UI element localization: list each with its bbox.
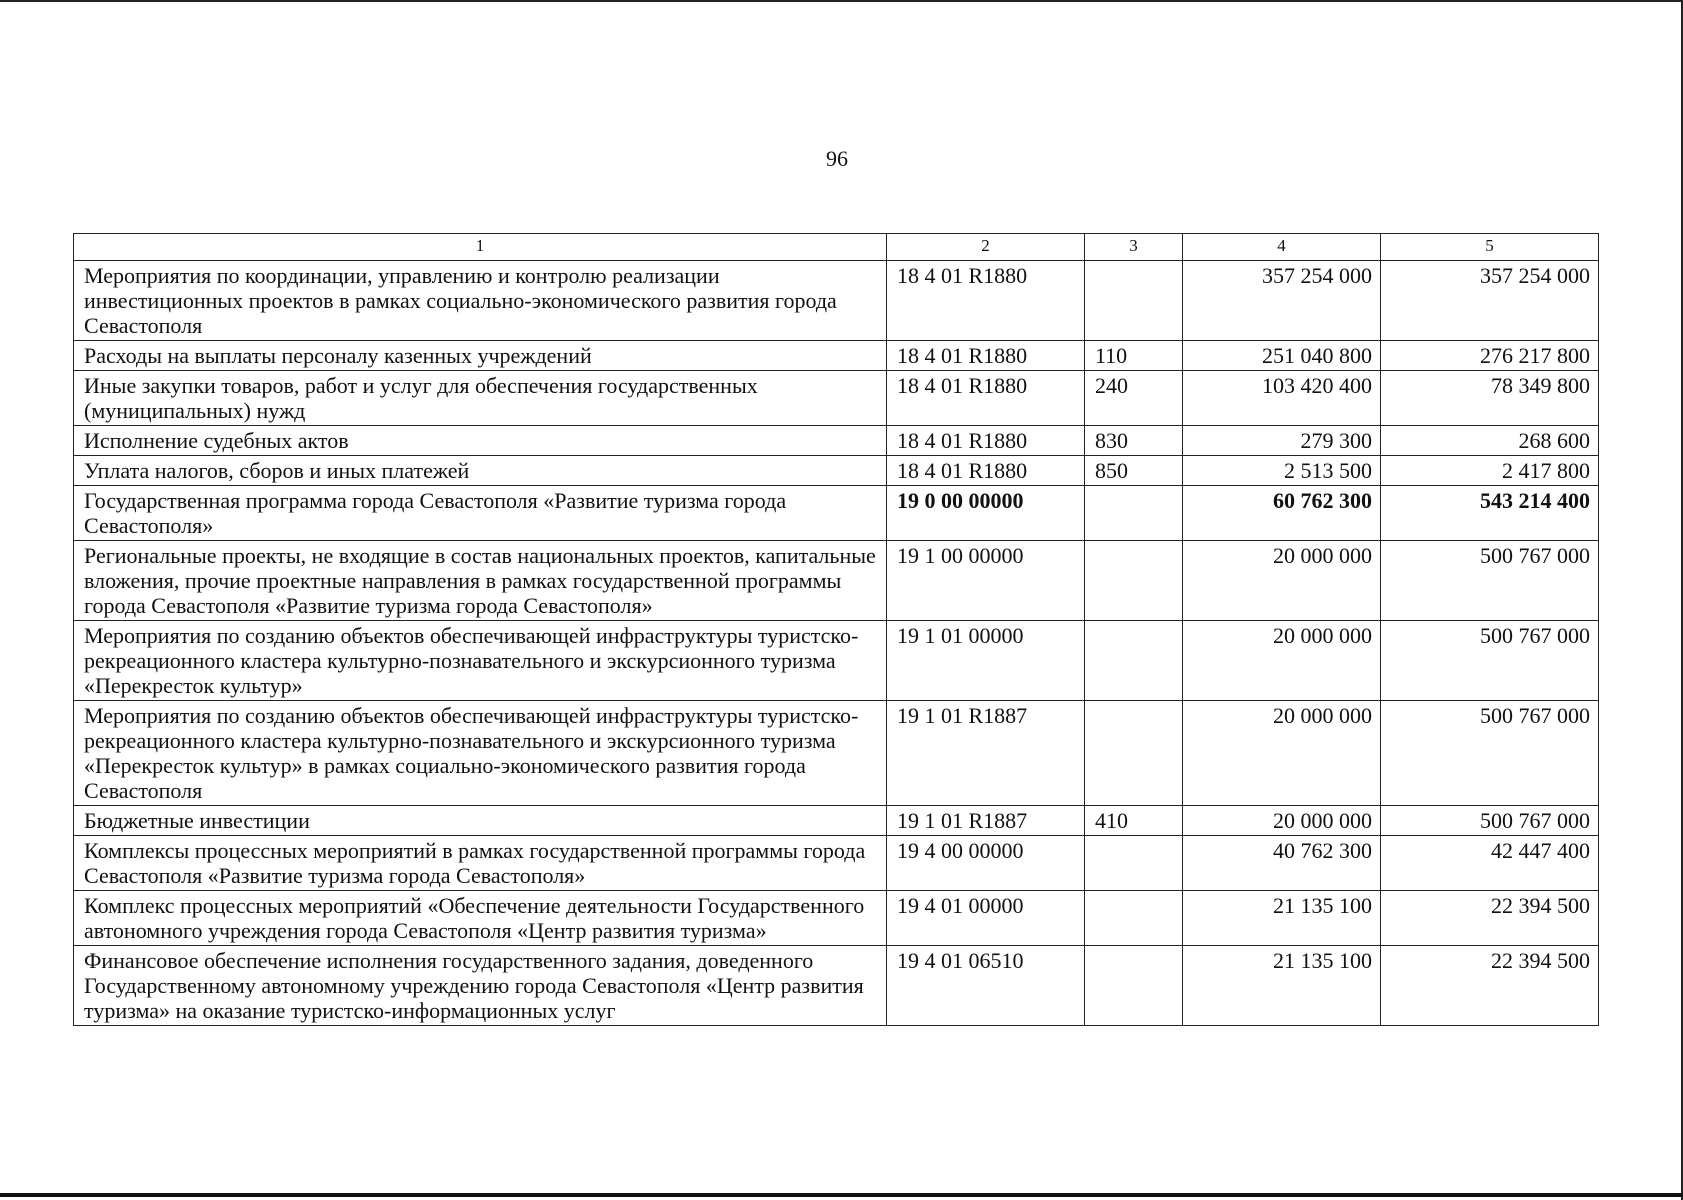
- header-col-5: 5: [1381, 234, 1599, 261]
- page-number: 96: [826, 146, 848, 171]
- table-row: [74, 426, 1599, 456]
- row-code: 18 4 01 R1880: [887, 426, 1085, 456]
- row-sum-col5: 22 394 500: [1381, 891, 1599, 946]
- row-expense-type: 830: [1085, 426, 1183, 456]
- row-sum-col5: 543 214 400: [1381, 486, 1599, 541]
- table-row: [74, 341, 1599, 371]
- row-expense-type: 410: [1085, 806, 1183, 836]
- row-sum-col5: 357 254 000: [1381, 261, 1599, 341]
- row-sum-col4: 2 513 500: [1183, 456, 1381, 486]
- row-sum-col4: 357 254 000: [1183, 261, 1381, 341]
- row-expense-type: [1085, 621, 1183, 701]
- table-header: [74, 234, 1599, 261]
- row-code: 18 4 01 R1880: [887, 371, 1085, 426]
- row-sum-col4: 279 300: [1183, 426, 1381, 456]
- row-sum-col5: 42 447 400: [1381, 836, 1599, 891]
- row-name: Финансовое обеспечение исполнения государственного задания, доведенного Государственному автономному учреждению города Севастополя «Центр развития туризма» на оказание туристско-информационных услуг: [74, 946, 887, 1026]
- row-expense-type: 850: [1085, 456, 1183, 486]
- row-name: Уплата налогов, сборов и иных платежей: [74, 456, 887, 486]
- row-code: 19 0 00 00000: [887, 486, 1085, 541]
- row-sum-col5: 276 217 800: [1381, 341, 1599, 371]
- row-sum-col5: 500 767 000: [1381, 701, 1599, 806]
- scan-border-bottom: [0, 1193, 1683, 1197]
- row-name: Мероприятия по координации, управлению и контролю реализации инвестиционных проектов в рамках социально-экономического развития города Севастополя: [74, 261, 887, 341]
- row-code: 19 1 01 R1887: [887, 701, 1085, 806]
- row-expense-type: [1085, 261, 1183, 341]
- row-sum-col5: 500 767 000: [1381, 621, 1599, 701]
- row-sum-col4: 20 000 000: [1183, 806, 1381, 836]
- row-sum-col5: 22 394 500: [1381, 946, 1599, 1026]
- row-sum-col5: 2 417 800: [1381, 456, 1599, 486]
- table-row-program: [74, 486, 1599, 541]
- row-expense-type: [1085, 486, 1183, 541]
- row-code: 19 4 00 00000: [887, 836, 1085, 891]
- row-expense-type: [1085, 836, 1183, 891]
- row-sum-col4: 20 000 000: [1183, 621, 1381, 701]
- table-row: [74, 891, 1599, 946]
- header-col-1: 1: [74, 234, 887, 261]
- row-sum-col4: 103 420 400: [1183, 371, 1381, 426]
- row-name: Комплекс процессных мероприятий «Обеспечение деятельности Государственного автономного учреждения города Севастополя «Центр развития туризма»: [74, 891, 887, 946]
- header-col-2: 2: [887, 234, 1085, 261]
- row-expense-type: 110: [1085, 341, 1183, 371]
- row-name: Государственная программа города Севастополя «Развитие туризма города Севастополя»: [74, 486, 887, 541]
- row-name: Мероприятия по созданию объектов обеспечивающей инфраструктуры туристско-рекреационного кластера культурно-познавательного и экскурсионного туризма «Перекресток культур» в рамках социально-экономического развития города Севастополя: [74, 701, 887, 806]
- row-sum-col4: 40 762 300: [1183, 836, 1381, 891]
- row-expense-type: [1085, 891, 1183, 946]
- row-code: 19 1 00 00000: [887, 541, 1085, 621]
- row-sum-col4: 20 000 000: [1183, 701, 1381, 806]
- row-code: 19 1 01 00000: [887, 621, 1085, 701]
- row-expense-type: [1085, 701, 1183, 806]
- row-expense-type: [1085, 541, 1183, 621]
- table-body: [74, 261, 1599, 1026]
- table-row: [74, 456, 1599, 486]
- header-row: [74, 234, 1599, 261]
- header-col-3: 3: [1085, 234, 1183, 261]
- row-name: Иные закупки товаров, работ и услуг для обеспечения государственных (муниципальных) нужд: [74, 371, 887, 426]
- budget-table: [73, 233, 1599, 1026]
- row-code: 19 1 01 R1887: [887, 806, 1085, 836]
- row-name: Бюджетные инвестиции: [74, 806, 887, 836]
- row-name: Исполнение судебных актов: [74, 426, 887, 456]
- scan-border-top: [0, 0, 1683, 2]
- table-row: [74, 806, 1599, 836]
- table-row: [74, 621, 1599, 701]
- row-sum-col5: 500 767 000: [1381, 541, 1599, 621]
- row-expense-type: 240: [1085, 371, 1183, 426]
- table-row: [74, 946, 1599, 1026]
- row-name: Мероприятия по созданию объектов обеспечивающей инфраструктуры туристско-рекреационного кластера культурно-познавательного и экскурсионного туризма «Перекресток культур»: [74, 621, 887, 701]
- header-col-4: 4: [1183, 234, 1381, 261]
- table-row: [74, 261, 1599, 341]
- table-row: [74, 371, 1599, 426]
- row-sum-col5: 500 767 000: [1381, 806, 1599, 836]
- table-row: [74, 836, 1599, 891]
- row-code: 18 4 01 R1880: [887, 456, 1085, 486]
- row-name: Расходы на выплаты персоналу казенных учреждений: [74, 341, 887, 371]
- row-name: Комплексы процессных мероприятий в рамках государственной программы города Севастополя «Развитие туризма города Севастополя»: [74, 836, 887, 891]
- table-row: [74, 701, 1599, 806]
- row-code: 19 4 01 00000: [887, 891, 1085, 946]
- row-sum-col4: 21 135 100: [1183, 946, 1381, 1026]
- row-sum-col4: 251 040 800: [1183, 341, 1381, 371]
- row-code: 18 4 01 R1880: [887, 261, 1085, 341]
- row-code: 18 4 01 R1880: [887, 341, 1085, 371]
- row-name: Региональные проекты, не входящие в состав национальных проектов, капитальные вложения, прочие проектные направления в рамках государственной программы города Севастополя «Развитие туризма города Севастополя»: [74, 541, 887, 621]
- row-sum-col4: 21 135 100: [1183, 891, 1381, 946]
- row-expense-type: [1085, 946, 1183, 1026]
- table-row: [74, 541, 1599, 621]
- row-sum-col4: 60 762 300: [1183, 486, 1381, 541]
- row-sum-col4: 20 000 000: [1183, 541, 1381, 621]
- row-sum-col5: 78 349 800: [1381, 371, 1599, 426]
- row-sum-col5: 268 600: [1381, 426, 1599, 456]
- row-code: 19 4 01 06510: [887, 946, 1085, 1026]
